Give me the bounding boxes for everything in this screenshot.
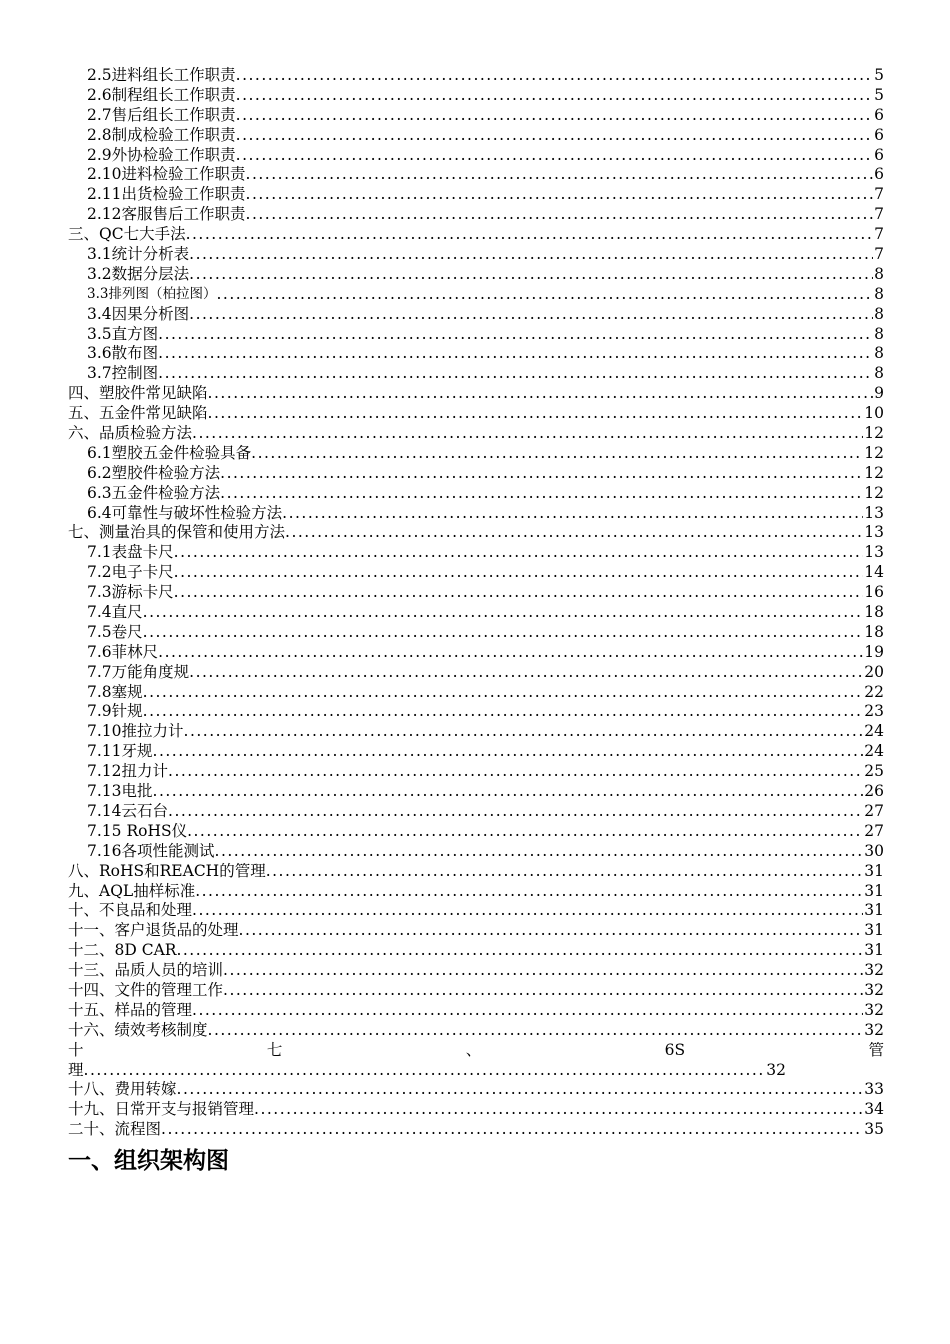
- toc-entry-page: 30: [864, 841, 884, 860]
- toc-entry-label: 三、QC七大手法: [68, 225, 186, 244]
- toc-entry[interactable]: [68, 265, 884, 285]
- toc-entry-label: 7.15 RoHS仪: [87, 821, 188, 840]
- toc-entry-page: 5: [874, 65, 884, 84]
- toc-entry-page: 31: [864, 921, 884, 940]
- toc-entry-page: 31: [864, 881, 884, 900]
- toc-entry-page: 5: [874, 85, 884, 104]
- toc-entry-page: 12: [864, 483, 884, 502]
- toc-entry[interactable]: [68, 822, 884, 842]
- toc-entry[interactable]: [68, 305, 884, 325]
- toc-entry[interactable]: [68, 643, 884, 663]
- toc-entry-label: 3.7控制图: [87, 364, 159, 383]
- toc-entry-label: 7.5卷尺: [87, 622, 143, 641]
- toc-entry-label: 2.9外协检验工作职责: [87, 145, 236, 164]
- toc-entry-page: 27: [864, 801, 884, 820]
- toc-entry-label: 十九、日常开支与报销管理: [68, 1100, 255, 1119]
- toc-entry-page: 13: [864, 543, 884, 562]
- toc-entry[interactable]: [68, 1021, 884, 1041]
- toc-entry-spread-part: 七: [266, 1040, 283, 1059]
- toc-entry-page: 10: [864, 404, 884, 423]
- toc-entry[interactable]: [68, 205, 884, 225]
- toc-entry[interactable]: [68, 384, 884, 404]
- toc-entry-label: 7.16各项性能测试: [87, 841, 215, 860]
- toc-leader-dots: [158, 325, 873, 345]
- toc-entry[interactable]: [68, 1080, 884, 1100]
- toc-entry-label: 7.6菲林尺: [87, 642, 159, 661]
- toc-entry[interactable]: [68, 663, 884, 683]
- toc-leader-dots: [153, 742, 864, 762]
- section-heading: 一、组织架构图: [68, 1148, 229, 1174]
- toc-entry[interactable]: [68, 444, 884, 464]
- toc-entry-label: 3.6散布图: [87, 344, 159, 363]
- toc-entry-label: 2.7售后组长工作职责: [87, 105, 236, 124]
- toc-entry[interactable]: [68, 364, 884, 384]
- toc-leader-dots: [216, 285, 873, 305]
- toc-leader-dots: [176, 941, 863, 961]
- toc-entry-label: 七、测量治具的保管和使用方法: [68, 523, 286, 542]
- toc-entry-label: 八、RoHS和REACH的管理: [68, 861, 266, 880]
- toc-entry-label: 6.2塑胶件检验方法: [87, 463, 221, 482]
- toc-entry[interactable]: [68, 126, 884, 146]
- toc-entry[interactable]: [68, 424, 884, 444]
- toc-entry-page: 24: [864, 742, 884, 761]
- toc-entry[interactable]: [68, 683, 884, 703]
- toc-entry[interactable]: [68, 762, 884, 782]
- toc-entry-page: 8: [874, 364, 884, 383]
- toc-entry-page: 8: [874, 324, 884, 343]
- toc-leader-dots: [184, 722, 864, 742]
- toc-entry-label: 十六、绩效考核制度: [68, 1020, 208, 1039]
- toc-entry[interactable]: [68, 464, 884, 484]
- toc-entries-upper: [68, 66, 884, 1041]
- toc-entry-label: 十一、客户退货品的处理: [68, 921, 239, 940]
- toc-entry-page: 6: [874, 125, 884, 144]
- toc-leader-dots: [158, 364, 873, 384]
- toc-leader-dots: [187, 822, 863, 842]
- toc-entry[interactable]: [68, 543, 884, 563]
- toc-entry-label: 3.2数据分层法: [87, 264, 190, 283]
- toc-leader-dots: [189, 305, 873, 325]
- toc-leader-dots: [153, 782, 864, 802]
- toc-entry-page: 8: [874, 304, 884, 323]
- toc-entry-page: 13: [864, 523, 884, 542]
- toc-entry-page: 32: [864, 1020, 884, 1039]
- toc-entry[interactable]: [68, 623, 884, 643]
- toc-entry[interactable]: [68, 1001, 884, 1021]
- toc-leader-dots: [236, 86, 873, 106]
- toc-entry-label: 2.5进料组长工作职责: [87, 65, 236, 84]
- toc-entry-page: 7: [874, 245, 884, 263]
- toc-leader-dots: [246, 185, 873, 205]
- toc-leader-dots: [285, 523, 863, 543]
- toc-leader-dots: [189, 245, 873, 265]
- toc-leader-dots: [215, 842, 864, 862]
- toc-entry[interactable]: [68, 504, 884, 524]
- toc-entry-page: 8: [874, 344, 884, 363]
- toc-entry[interactable]: [68, 842, 884, 862]
- toc-leader-dots: [251, 444, 863, 464]
- toc-entry-page: 16: [864, 583, 884, 602]
- toc-leader-dots: [236, 66, 873, 86]
- toc-leader-dots: [189, 663, 863, 683]
- toc-entry-label: 九、AQL抽样标准: [68, 881, 196, 900]
- toc-leader-dots: [143, 702, 864, 722]
- toc-entry[interactable]: [68, 1100, 884, 1120]
- toc-leader-dots: [254, 1100, 863, 1120]
- toc-entry-spread-part: 管: [868, 1040, 884, 1059]
- toc-entry-spread-part: 6S: [664, 1040, 686, 1059]
- toc-entry[interactable]: [68, 583, 884, 603]
- table-of-contents: [68, 66, 884, 1140]
- toc-entry-label: 十五、样品的管理: [68, 1000, 193, 1019]
- toc-entry[interactable]: [68, 165, 884, 185]
- toc-entries-lower: [68, 1080, 884, 1140]
- toc-entry[interactable]: [68, 882, 884, 902]
- toc-entry-page: 18: [864, 603, 884, 622]
- toc-leader-dots: [143, 683, 864, 703]
- toc-entry[interactable]: [68, 245, 884, 265]
- toc-entry-label: 2.8制成检验工作职责: [87, 125, 236, 144]
- toc-leader-dots: [236, 106, 873, 126]
- toc-entry-label: 五、五金件常见缺陷: [68, 404, 208, 423]
- toc-entry-label: 六、品质检验方法: [68, 424, 193, 443]
- toc-entry-spread[interactable]: [68, 1041, 884, 1061]
- toc-leader-dots: [174, 583, 864, 603]
- toc-entry-label: 十四、文件的管理工作: [68, 980, 224, 999]
- toc-entry-label: 2.12客服售后工作职责: [87, 205, 246, 224]
- toc-entry[interactable]: [68, 921, 884, 941]
- toc-entry[interactable]: [68, 484, 884, 504]
- toc-entry-label: 2.6制程组长工作职责: [87, 85, 236, 104]
- toc-entry-label: 7.3游标卡尺: [87, 583, 174, 602]
- toc-entry-label: 7.14云石台: [87, 801, 169, 820]
- toc-entry-page: 31: [864, 901, 884, 920]
- toc-entry-label: 7.4直尺: [87, 603, 143, 622]
- toc-entry-page: 6: [874, 145, 884, 164]
- toc-entry-page: 24: [864, 722, 884, 741]
- toc-entry-label: 7.8塞规: [87, 682, 143, 701]
- toc-entry[interactable]: [68, 703, 884, 723]
- toc-entry-spread-part: 十: [68, 1040, 84, 1059]
- toc-entry[interactable]: [68, 802, 884, 822]
- toc-leader-dots: [246, 165, 873, 185]
- toc-entry-page: 25: [864, 762, 884, 781]
- toc-leader-dots: [174, 563, 864, 583]
- toc-leader-dots: [192, 901, 863, 921]
- toc-entry-label: 3.4因果分析图: [87, 304, 190, 323]
- toc-entry-page: 14: [864, 563, 884, 582]
- toc-entry-page: 26: [864, 782, 884, 801]
- toc-entry[interactable]: [68, 285, 884, 305]
- toc-entry-label: 7.1表盘卡尺: [87, 543, 174, 562]
- toc-entry-page: 9: [874, 384, 884, 403]
- toc-entry-label: 3.3排列图（柏拉图）: [87, 285, 217, 302]
- toc-entry-label: 6.1塑胶五金件检验具备: [87, 443, 252, 462]
- toc-entry-page: 8: [874, 264, 884, 283]
- toc-leader-dots: [195, 882, 863, 902]
- toc-entry-page: 19: [864, 642, 884, 661]
- toc-leader-dots: [220, 464, 863, 484]
- toc-entry-label: 3.1统计分析表: [87, 245, 190, 263]
- toc-entry-label: 十二、8D CAR: [68, 941, 177, 960]
- toc-entry[interactable]: [68, 1120, 884, 1140]
- toc-entry-label: 2.11出货检验工作职责: [87, 185, 246, 204]
- toc-entry-page: 7: [874, 225, 884, 244]
- toc-entry[interactable]: [68, 86, 884, 106]
- toc-entry-label: 6.3五金件检验方法: [87, 483, 221, 502]
- toc-entry-page: 12: [864, 443, 884, 462]
- toc-entry[interactable]: [68, 782, 884, 802]
- toc-entry-page: 6: [874, 105, 884, 124]
- toc-entry[interactable]: [68, 981, 884, 1001]
- toc-entry-page: 12: [864, 463, 884, 482]
- toc-leader-dots: [143, 623, 864, 643]
- toc-entry-label: 6.4可靠性与破坏性检验方法: [87, 503, 283, 522]
- toc-entry-page: 32: [864, 1000, 884, 1019]
- toc-entry[interactable]: [68, 404, 884, 424]
- toc-leader-dots: [266, 862, 864, 882]
- toc-entry-page: 27: [864, 821, 884, 840]
- toc-entry-spread-part: 、: [465, 1040, 482, 1059]
- toc-entry[interactable]: [68, 722, 884, 742]
- toc-leader-dots: [192, 1001, 863, 1021]
- toc-entry-label: 十三、品质人员的培训: [68, 961, 224, 980]
- toc-entry-page: 31: [864, 941, 884, 960]
- toc-entry-page: 8: [874, 284, 884, 303]
- toc-entry[interactable]: [68, 146, 884, 166]
- toc-leader-dots: [84, 1061, 766, 1081]
- toc-entry-page: 32: [864, 961, 884, 980]
- toc-entry-label: 7.13电批: [87, 782, 153, 801]
- toc-entry[interactable]: [68, 742, 884, 762]
- toc-leader-dots: [192, 424, 863, 444]
- toc-entry[interactable]: [68, 225, 884, 245]
- toc-leader-dots: [208, 384, 873, 404]
- toc-leader-dots: [143, 603, 864, 623]
- toc-entry-page: 12: [864, 424, 884, 443]
- toc-entry[interactable]: [68, 344, 884, 364]
- toc-entry-label: 7.7万能角度规: [87, 662, 190, 681]
- toc-entry[interactable]: [68, 325, 884, 345]
- toc-leader-dots: [186, 225, 873, 245]
- toc-leader-dots: [208, 1021, 864, 1041]
- toc-leader-dots: [220, 484, 863, 504]
- toc-entry-page: 33: [864, 1080, 884, 1099]
- toc-leader-dots: [168, 802, 863, 822]
- toc-leader-dots: [239, 921, 864, 941]
- toc-entry-label: 7.9针规: [87, 702, 143, 721]
- toc-entry-label: 十、不良品和处理: [68, 901, 193, 920]
- toc-entry[interactable]: [68, 563, 884, 583]
- toc-entry-page: 18: [864, 622, 884, 641]
- toc-entry-page: 31: [864, 861, 884, 880]
- toc-leader-dots: [189, 265, 873, 285]
- toc-entry-page: 34: [864, 1100, 884, 1119]
- toc-entry[interactable]: [68, 523, 884, 543]
- toc-leader-dots: [236, 146, 873, 166]
- toc-entry-label: 7.10推拉力计: [87, 722, 184, 741]
- toc-entry-label: 2.10进料检验工作职责: [87, 165, 246, 184]
- toc-entry[interactable]: [68, 961, 884, 981]
- toc-entry-page: 6: [874, 165, 884, 184]
- toc-entry-page: 32: [766, 1060, 786, 1079]
- toc-entry-spread-continuation[interactable]: [68, 1061, 786, 1081]
- toc-entry[interactable]: [68, 901, 884, 921]
- toc-entry-page: 13: [864, 503, 884, 522]
- toc-entry-page: 22: [864, 682, 884, 701]
- toc-entry[interactable]: [68, 66, 884, 86]
- toc-entry-page: 32: [864, 980, 884, 999]
- toc-leader-dots: [236, 126, 873, 146]
- toc-entry-page: 7: [874, 205, 884, 224]
- toc-leader-dots: [177, 1080, 864, 1100]
- toc-leader-dots: [158, 643, 863, 663]
- toc-entry-page: 7: [874, 185, 884, 204]
- toc-entry-label: 7.12扭力计: [87, 762, 169, 781]
- toc-leader-dots: [168, 762, 863, 782]
- toc-entry-label: 理: [68, 1060, 84, 1079]
- toc-entry-label: 二十、流程图: [68, 1120, 162, 1139]
- toc-entry[interactable]: [68, 185, 884, 205]
- toc-entry-page: 20: [864, 662, 884, 681]
- toc-leader-dots: [282, 504, 863, 524]
- toc-entry-label: 四、塑胶件常见缺陷: [68, 384, 208, 403]
- toc-entry-label: 3.5直方图: [87, 324, 159, 343]
- toc-entry-page: 23: [864, 702, 884, 721]
- toc-leader-dots: [246, 205, 873, 225]
- toc-entry[interactable]: [68, 603, 884, 623]
- toc-leader-dots: [158, 344, 873, 364]
- toc-entry-page: 35: [864, 1120, 884, 1139]
- toc-leader-dots: [208, 404, 864, 424]
- toc-leader-dots: [161, 1120, 863, 1140]
- toc-entry-label: 7.2电子卡尺: [87, 563, 174, 582]
- toc-entry-label: 十八、费用转嫁: [68, 1080, 177, 1099]
- toc-entry[interactable]: [68, 941, 884, 961]
- toc-leader-dots: [223, 961, 863, 981]
- toc-entry-label: 7.11牙规: [87, 742, 153, 761]
- toc-leader-dots: [174, 543, 864, 563]
- toc-entry[interactable]: [68, 862, 884, 882]
- toc-entry[interactable]: [68, 106, 884, 126]
- toc-leader-dots: [223, 981, 863, 1001]
